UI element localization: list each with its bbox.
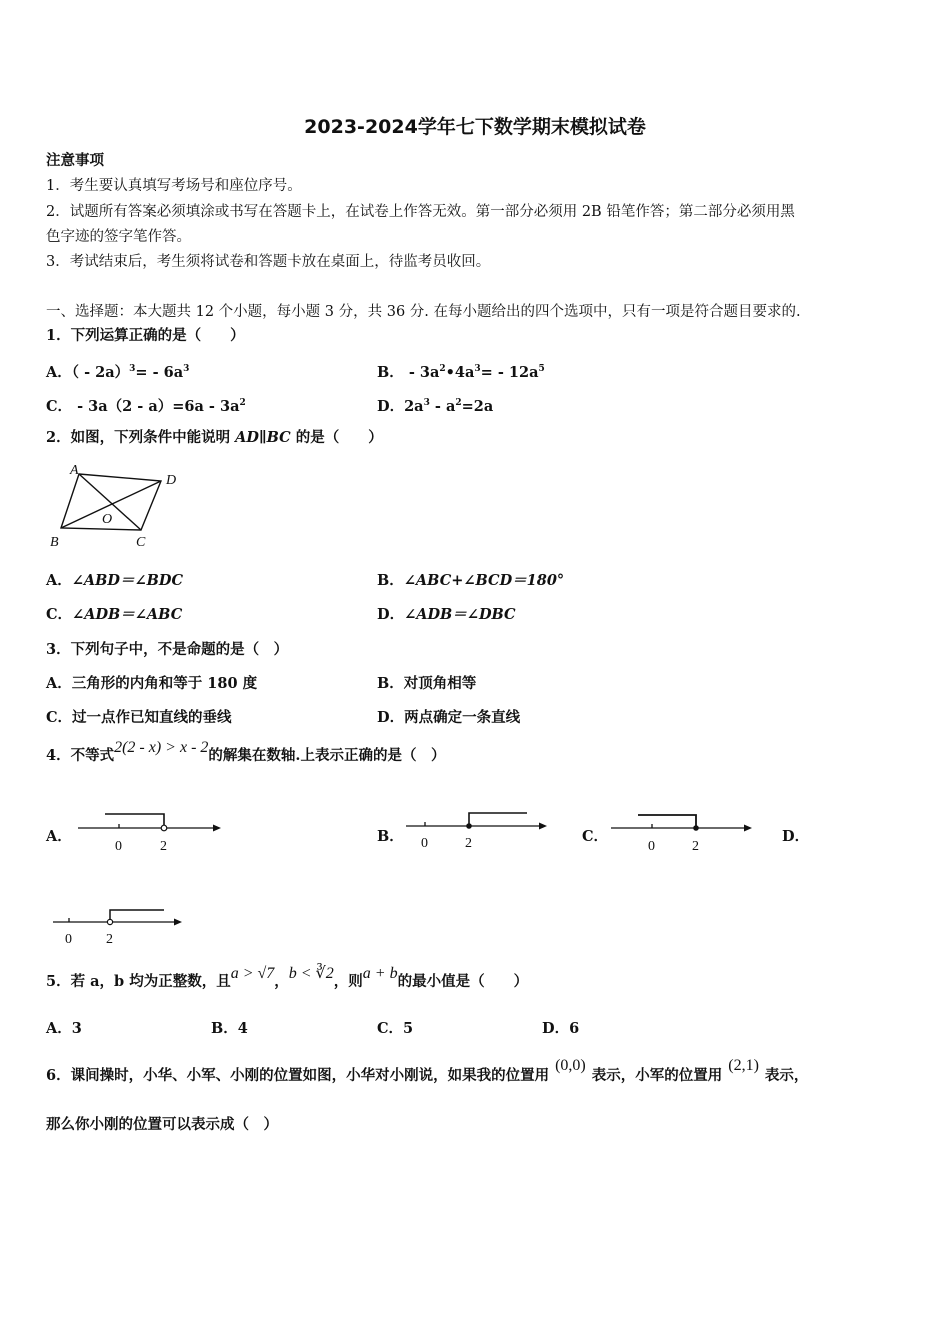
expression: a + b <box>362 965 398 982</box>
question-2-stem: 2．如图，下列条件中能说明 AD∥BC 的是（ ） <box>46 429 383 446</box>
svg-text:0: 0 <box>648 839 655 854</box>
question-1-stem: 1．下列运算正确的是（ ） <box>46 327 245 344</box>
q4-label-d: D． <box>782 828 810 845</box>
q1-option-c: C． - $3a(2 - a)=6a - 3a^2$ <box>46 398 246 415</box>
q5-option-b: B．4 <box>211 1020 248 1037</box>
svg-text:0: 0 <box>65 932 72 947</box>
svg-text:2: 2 <box>106 932 113 947</box>
q3-option-b: B．对顶角相等 <box>377 675 477 692</box>
question-6-stem-line2: 那么你小刚的位置可以表示成（ ） <box>46 1116 278 1133</box>
q5-option-c: C．5 <box>377 1020 414 1037</box>
number-line-a <box>75 810 225 855</box>
parallelogram-figure <box>46 462 186 552</box>
q2-option-c: C．∠ADB＝∠ABC <box>46 606 183 623</box>
q2-option-a: A．∠ABD＝∠BDC <box>46 572 184 589</box>
question-6-stem-line1: 6．课间操时，小华、小军、小刚的位置如图，小华对小刚说，如果我的位置用(0,0)表示，小军的位置用(2,1)表示， <box>46 1057 809 1084</box>
q3-option-a: A．三角形的内角和等于 180 度 <box>46 675 258 692</box>
question-5-stem: 5．若 a，b 均为正整数，且a > √7，b < ∛2，则a + b的最小值是（ ） <box>46 965 529 990</box>
q2-option-b: B．∠ABC+∠BCD＝180° <box>377 572 565 589</box>
q4-label-a: A． <box>46 828 72 845</box>
svg-text:0: 0 <box>115 839 122 854</box>
svg-text:2: 2 <box>692 839 699 854</box>
q1-option-d: D．$2a^3 - a^2=2a$ <box>377 398 494 415</box>
section-heading: 一、选择题：本大题共 12 个小题，每小题 3 分，共 36 分. 在每小题给出的四个选项中，只有一项是符合题目要求的. <box>46 304 801 320</box>
notice-item: 1．考生要认真填写考场号和座位序号。 <box>46 178 302 194</box>
inequality: 2(2 - x) > x - 2 <box>114 739 209 756</box>
q1-option-a: A．（ - $2a)^3= - 6a^3$ <box>46 364 190 381</box>
position-xiaojun: (2,1) <box>728 1057 759 1074</box>
svg-text:0: 0 <box>421 836 428 851</box>
figure-label-b: B <box>50 535 59 550</box>
question-4-stem: 4．不等式2(2 - x) > x - 2的解集在数轴.上表示正确的是（ ） <box>46 739 446 764</box>
condition-a: a > √7 <box>230 965 275 982</box>
q5-option-d: D．6 <box>542 1020 580 1037</box>
condition-b: b < ∛2 <box>288 965 334 982</box>
figure-label-d: D <box>166 473 177 488</box>
q3-option-c: C．过一点作已知直线的垂线 <box>46 709 232 726</box>
notice-item: 2．试题所有答案必须填涂或书写在答题卡上，在试卷上作答无效。第一部分必须用 2B 铅笔作答；第二部分必须用黑 <box>46 204 795 220</box>
q5-option-a: A．3 <box>46 1020 82 1037</box>
svg-text:2: 2 <box>160 839 167 854</box>
svg-text:2: 2 <box>465 836 472 851</box>
q2-option-d: D．∠ADB＝∠DBC <box>377 606 516 623</box>
number-line-c <box>608 810 758 855</box>
question-3-stem: 3．下列句子中，不是命题的是（ ） <box>46 641 289 658</box>
notice-item: 3．考试结束后，考生须将试卷和答题卡放在桌面上，待监考员收回。 <box>46 254 491 270</box>
number-line-b <box>403 807 553 852</box>
figure-label-a: A <box>70 463 79 478</box>
figure-label-o: O <box>102 512 113 527</box>
position-xiaohua: (0,0) <box>555 1057 586 1074</box>
q4-label-b: B． <box>377 828 404 845</box>
notice-heading: 注意事项 <box>46 152 104 169</box>
number-line-d <box>50 905 200 950</box>
q1-option-b: B． - $3a^2•4a^3= - 12a^5$ <box>377 364 545 381</box>
q4-label-c: C． <box>582 828 609 845</box>
q3-option-d: D．两点确定一条直线 <box>377 709 521 726</box>
notice-item: 色字迹的签字笔作答。 <box>46 229 191 245</box>
figure-label-c: C <box>136 535 146 550</box>
page-title: 2023-2024学年七下数学期末模拟试卷 <box>304 116 646 138</box>
